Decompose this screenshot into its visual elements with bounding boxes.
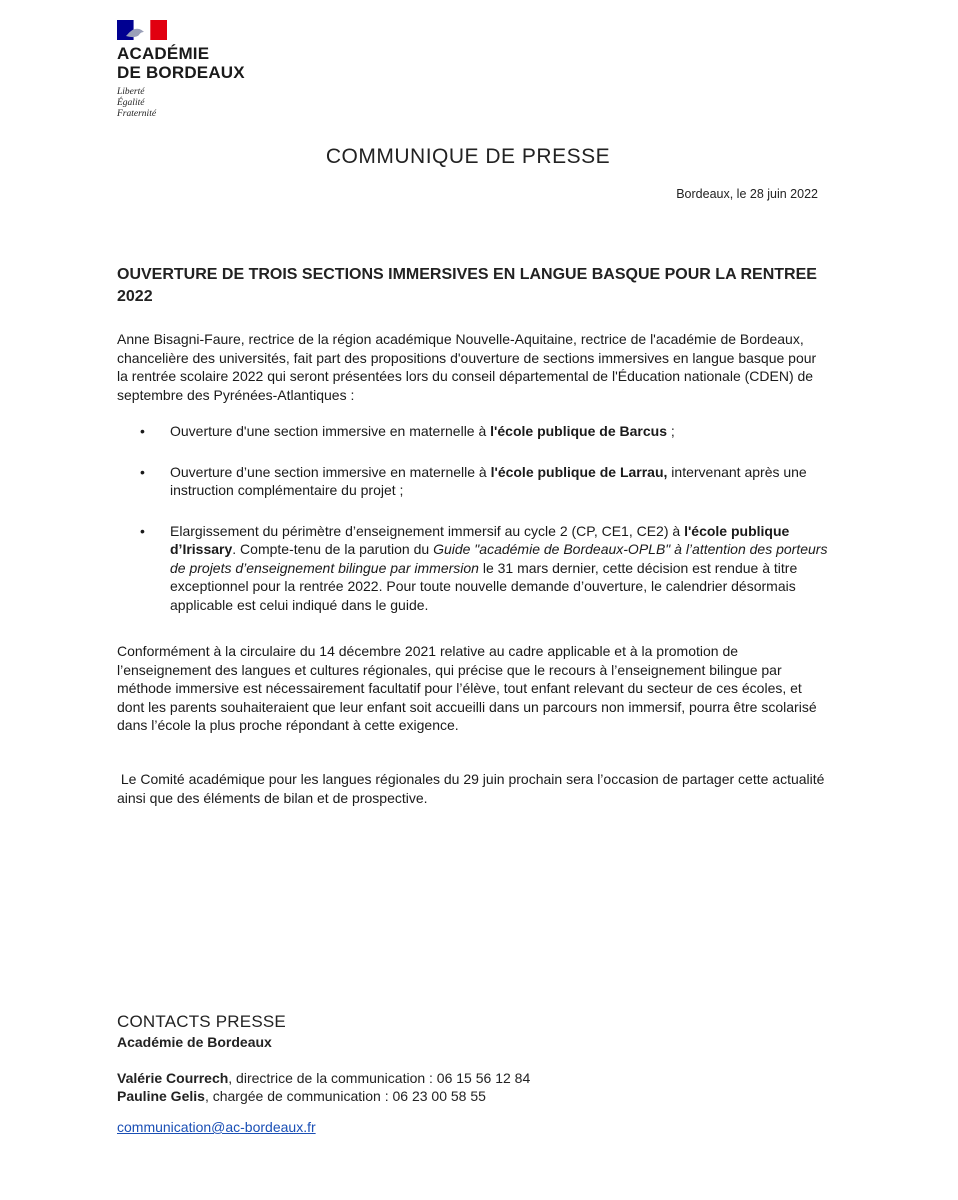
bullet-1-bold: l'école publique de Barcus bbox=[490, 423, 667, 439]
contact-name: Pauline Gelis bbox=[117, 1088, 205, 1104]
bullet-2-bold: l'école publique de Larrau, bbox=[490, 463, 668, 480]
academy-name-line1: ACADÉMIE bbox=[117, 44, 210, 63]
bullet-list bbox=[140, 422, 830, 628]
circular-paragraph: Conformément à la circulaire du 14 décembre 2021 relative au cadre applicable et à la promotion de l’enseignement des langues et cultures régionales, qui précise que le recours à l’enseignement bilingue par méthode immersive est nécessairement facultatif pour l’élève, tout enfant relevant du secteur de ces écoles, et dont les parents souhaiteraient que leur enfant soit accueilli dans un parcours non immersif, pourra être scolarisé dans l’école la plus proche répondant à cette exigence. bbox=[117, 643, 817, 733]
bullet-3-end: le 31 mars dernier, cette décision est rendue à titre exceptionnel pour la rentrée 2022. Pour toute nouvelle demande d’ouverture, le calendrier désormais applicable est celui indiqué dans le guide. bbox=[170, 559, 798, 613]
academy-name bbox=[117, 44, 245, 82]
contact-line bbox=[117, 1070, 530, 1086]
academy-name-line2: DE BORDEAUX bbox=[117, 63, 245, 82]
marianne-flag-logo bbox=[117, 20, 167, 40]
page-title: COMMUNIQUE DE PRESSE bbox=[325, 145, 611, 168]
motto-egalite: Égalité bbox=[117, 98, 145, 108]
contacts-title: CONTACTS PRESSE bbox=[117, 1012, 286, 1031]
bullet-1-end: ; bbox=[666, 423, 675, 439]
contacts-organization: Académie de Bordeaux bbox=[117, 1034, 272, 1050]
motto-fraternite: Fraternité bbox=[117, 109, 157, 119]
intro-paragraph: Anne Bisagni-Faure, rectrice de la région académique Nouvelle-Aquitaine, rectrice de l'académie de Bordeaux, chancelière des universités, fait part des propositions d'ouverture de sections immersives en langue basque pour la rentrée scolaire 2022 qui seront présentées lors du conseil départemental de l'Éducation nationale (CDEN) de septembre des Pyrénées-Atlantiques : bbox=[117, 331, 817, 403]
press-release-heading: OUVERTURE DE TROIS SECTIONS IMMERSIVES EN LANGUE BASQUE POUR LA RENTREE 2022 bbox=[117, 266, 817, 305]
bullet-3-guide-title: Guide "académie de Bordeaux-OPLB" à l’attention des porteurs de projets d’enseignement bilingue par immersion bbox=[170, 541, 828, 576]
contact-role: , directrice de la communication : 06 15 56 12 84 bbox=[228, 1070, 531, 1086]
bullet-3-text: Elargissement du périmètre d’enseignement immersif au cycle 2 (CP, CE1, CE2) à bbox=[170, 522, 685, 539]
contact-email-link[interactable]: communication@ac-bordeaux.fr bbox=[117, 1119, 316, 1135]
republic-motto bbox=[117, 87, 156, 120]
bullet-2-end: intervenant après une instruction complémentaire du projet ; bbox=[170, 463, 807, 498]
contact-name: Valérie Courrech bbox=[117, 1070, 229, 1086]
committee-paragraph: Le Comité académique pour les langues régionales du 29 juin prochain sera l’occasion de partager cette actualité ainsi que des éléments de bilan et de prospective. bbox=[117, 771, 829, 806]
list-item bbox=[140, 422, 830, 441]
flag-red-band bbox=[150, 20, 167, 40]
bullet-1-text: Ouverture d'une section immersive en maternelle à bbox=[170, 423, 491, 439]
bullet-3-bold: l'école publique d’Irissary bbox=[170, 522, 790, 557]
motto-liberte: Liberté bbox=[117, 87, 145, 97]
list-item bbox=[140, 522, 830, 615]
bullet-3-mid: . Compte-tenu de la parution du bbox=[232, 541, 434, 557]
list-item bbox=[140, 463, 830, 500]
document-date: Bordeaux, le 28 juin 2022 bbox=[676, 187, 818, 201]
contact-line bbox=[117, 1088, 486, 1104]
contact-role: , chargée de communication : 06 23 00 58 55 bbox=[204, 1088, 486, 1104]
bullet-2-text: Ouverture d’une section immersive en maternelle à bbox=[170, 463, 491, 480]
